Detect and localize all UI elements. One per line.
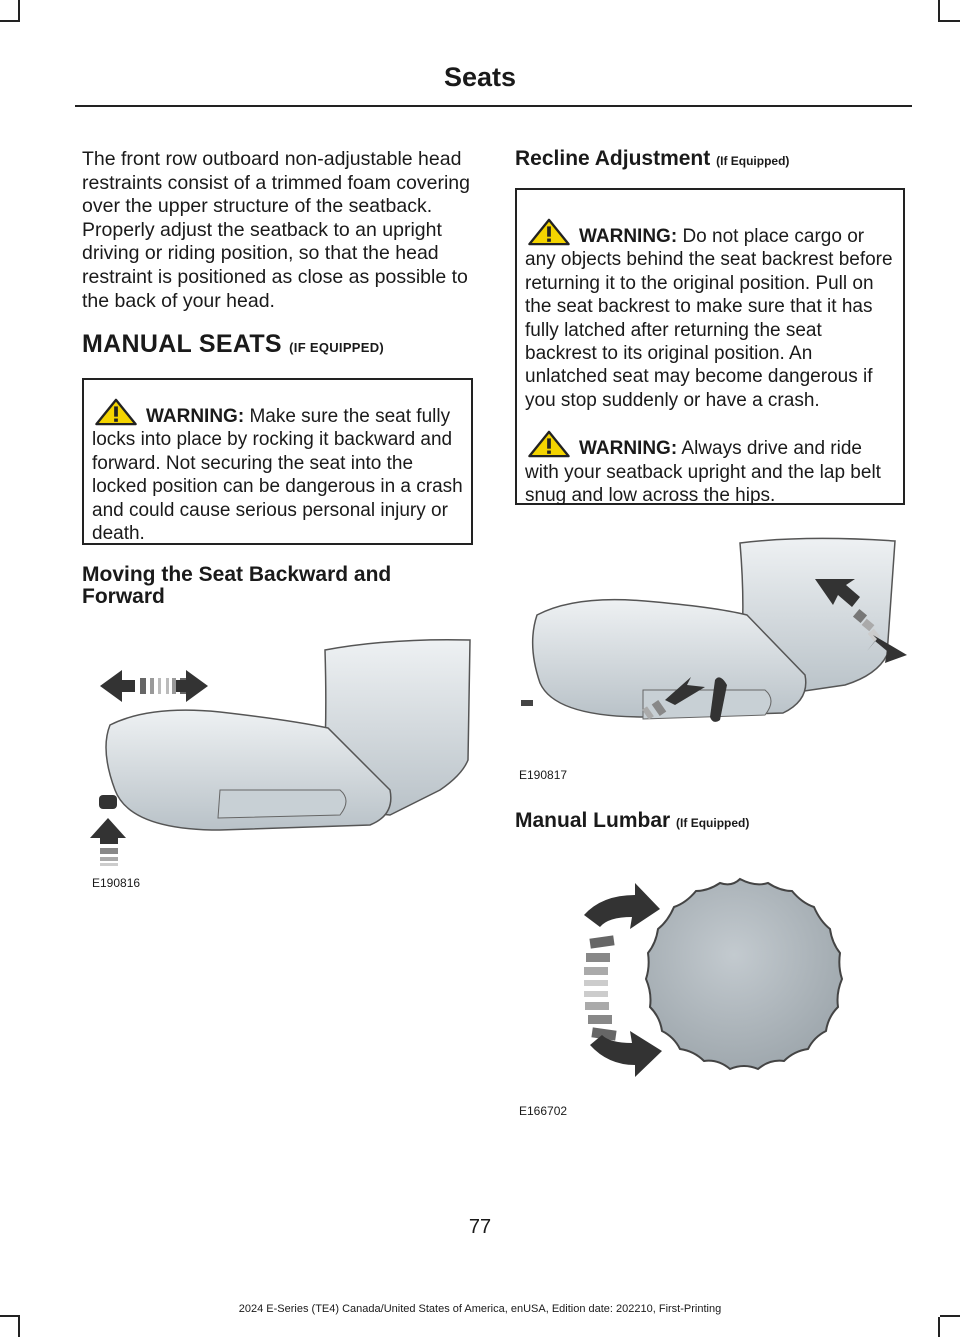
lumbar-title: Manual Lumbar — [515, 809, 671, 832]
lumbar-knob-illustration — [580, 875, 850, 1080]
recline-heading — [515, 148, 915, 172]
figure-code: E166702 — [519, 1104, 568, 1118]
seat-recline-illustration — [515, 535, 910, 745]
warning-triangle-icon — [525, 218, 573, 246]
manual-seats-qualifier: (IF EQUIPPED) — [289, 340, 385, 355]
crop-mark — [18, 0, 20, 22]
warning-paragraph — [525, 430, 897, 507]
manual-seats-title: MANUAL SEATS — [82, 330, 282, 358]
lumbar-qualifier: (If Equipped) — [676, 816, 750, 830]
crop-mark — [938, 1317, 940, 1337]
warning-label: WARNING: — [579, 438, 678, 460]
warning-label: WARNING: — [579, 226, 678, 247]
page-number: 77 — [468, 1216, 492, 1238]
crop-mark — [18, 1317, 20, 1337]
manual-seats-heading — [82, 330, 482, 359]
edition-footer: 2024 E-Series (TE4) Canada/United States of America, enUSA, Edition date: 202210, First-Printing — [238, 1303, 722, 1315]
header-divider — [75, 105, 912, 107]
figure-code: E190817 — [519, 768, 568, 782]
lumbar-heading — [515, 810, 915, 834]
recline-qualifier: (If Equipped) — [716, 154, 790, 168]
warning-label: WARNING: — [146, 406, 245, 427]
warning-text: Always drive and ride with your seatback upright and the lap belt snug and low across the hips. — [525, 438, 881, 507]
warning-text: Make sure the seat fully locks into place by rocking it backward and forward. Not securing the seat into the locked position can be dangerous in a crash and could cause serious personal injury or death. — [92, 406, 463, 545]
crop-mark — [938, 0, 940, 22]
crop-mark — [0, 20, 20, 22]
crop-mark — [940, 20, 960, 22]
warning-triangle-icon — [92, 398, 140, 426]
figure-code: E190816 — [92, 876, 141, 890]
warning-box — [515, 188, 905, 505]
page-title: Seats — [443, 62, 517, 92]
warning-box — [82, 378, 473, 545]
moving-seat-heading: Moving the Seat Backward and Forward — [82, 563, 392, 608]
crop-mark — [940, 1315, 960, 1317]
warning-paragraph — [525, 218, 897, 412]
seat-slide-illustration — [90, 630, 480, 870]
intro-paragraph: The front row outboard non-adjustable head restraints consist of a trimmed foam covering over the upper structure of the seatback. Properly adjust the seatback to an upright driving or riding position, so that the head restraint is positioned as close as possible to the back of your head. — [82, 148, 470, 312]
warning-text: Do not place cargo or any objects behind the seat backrest before returning it to the original position. Pull on the seat backrest to make sure that it has fully latched after returning the seat backrest to its original position. An unlatched seat may become dangerous if you stop suddenly or have a crash. — [525, 226, 893, 411]
warning-triangle-icon — [525, 430, 573, 458]
warning-paragraph — [92, 398, 465, 545]
recline-title: Recline Adjustment — [515, 147, 711, 170]
crop-mark — [0, 1315, 20, 1317]
